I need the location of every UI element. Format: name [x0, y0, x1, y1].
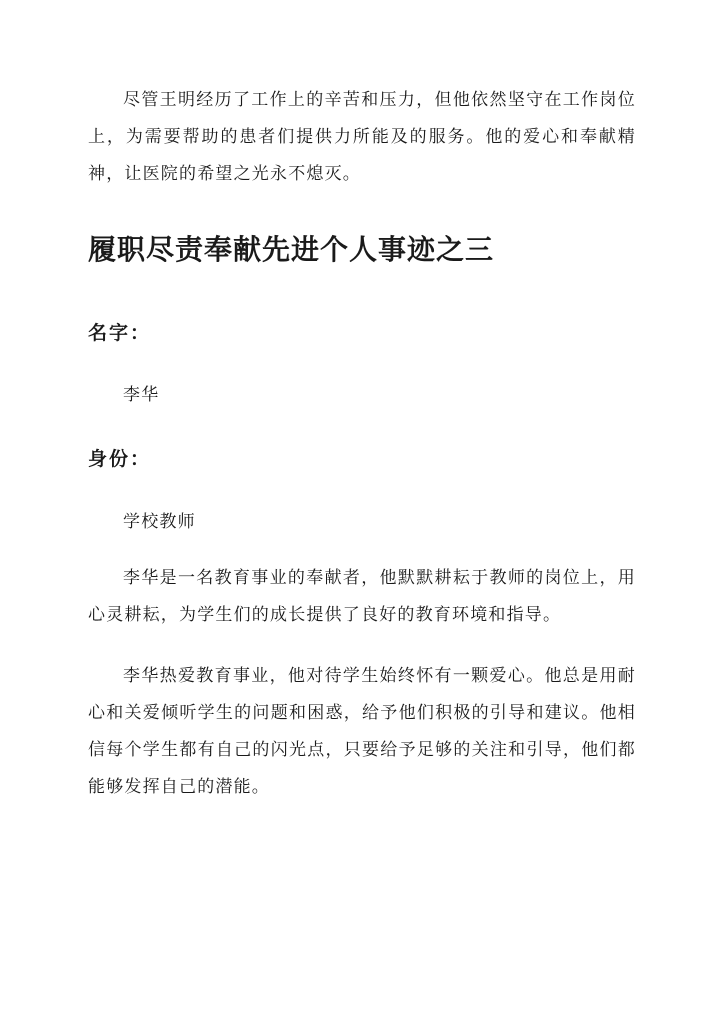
identity-value: 学校教师: [123, 512, 196, 532]
intro-paragraph: 尽管王明经历了工作上的辛苦和压力，但他依然坚守在工作岗位上，为需要帮助的患者们提供力所能及的服务。他的爱心和奉献精神，让医院的希望之光永不熄灭。: [88, 90, 636, 184]
body-paragraph-2: 李华热爱教育事业，他对待学生始终怀有一颗爱心。他总是用耐心和关爱倾听学生的问题和困惑，给予他们积极的引导和建议。他相信每个学生都有自己的闪光点，只要给予足够的关注和引导，他们都能够发挥自己的潜能。: [88, 666, 636, 797]
name-label: 名字：: [88, 322, 152, 344]
section-title: 履职尽责奉献先进个人事迹之三: [88, 233, 495, 266]
identity-label: 身份：: [88, 448, 152, 470]
name-value: 李华: [123, 385, 160, 405]
body-paragraph-1: 李华是一名教育事业的奉献者，他默默耕耘于教师的岗位上，用心灵耕耘，为学生们的成长提供了良好的教育环境和指导。: [88, 568, 636, 625]
